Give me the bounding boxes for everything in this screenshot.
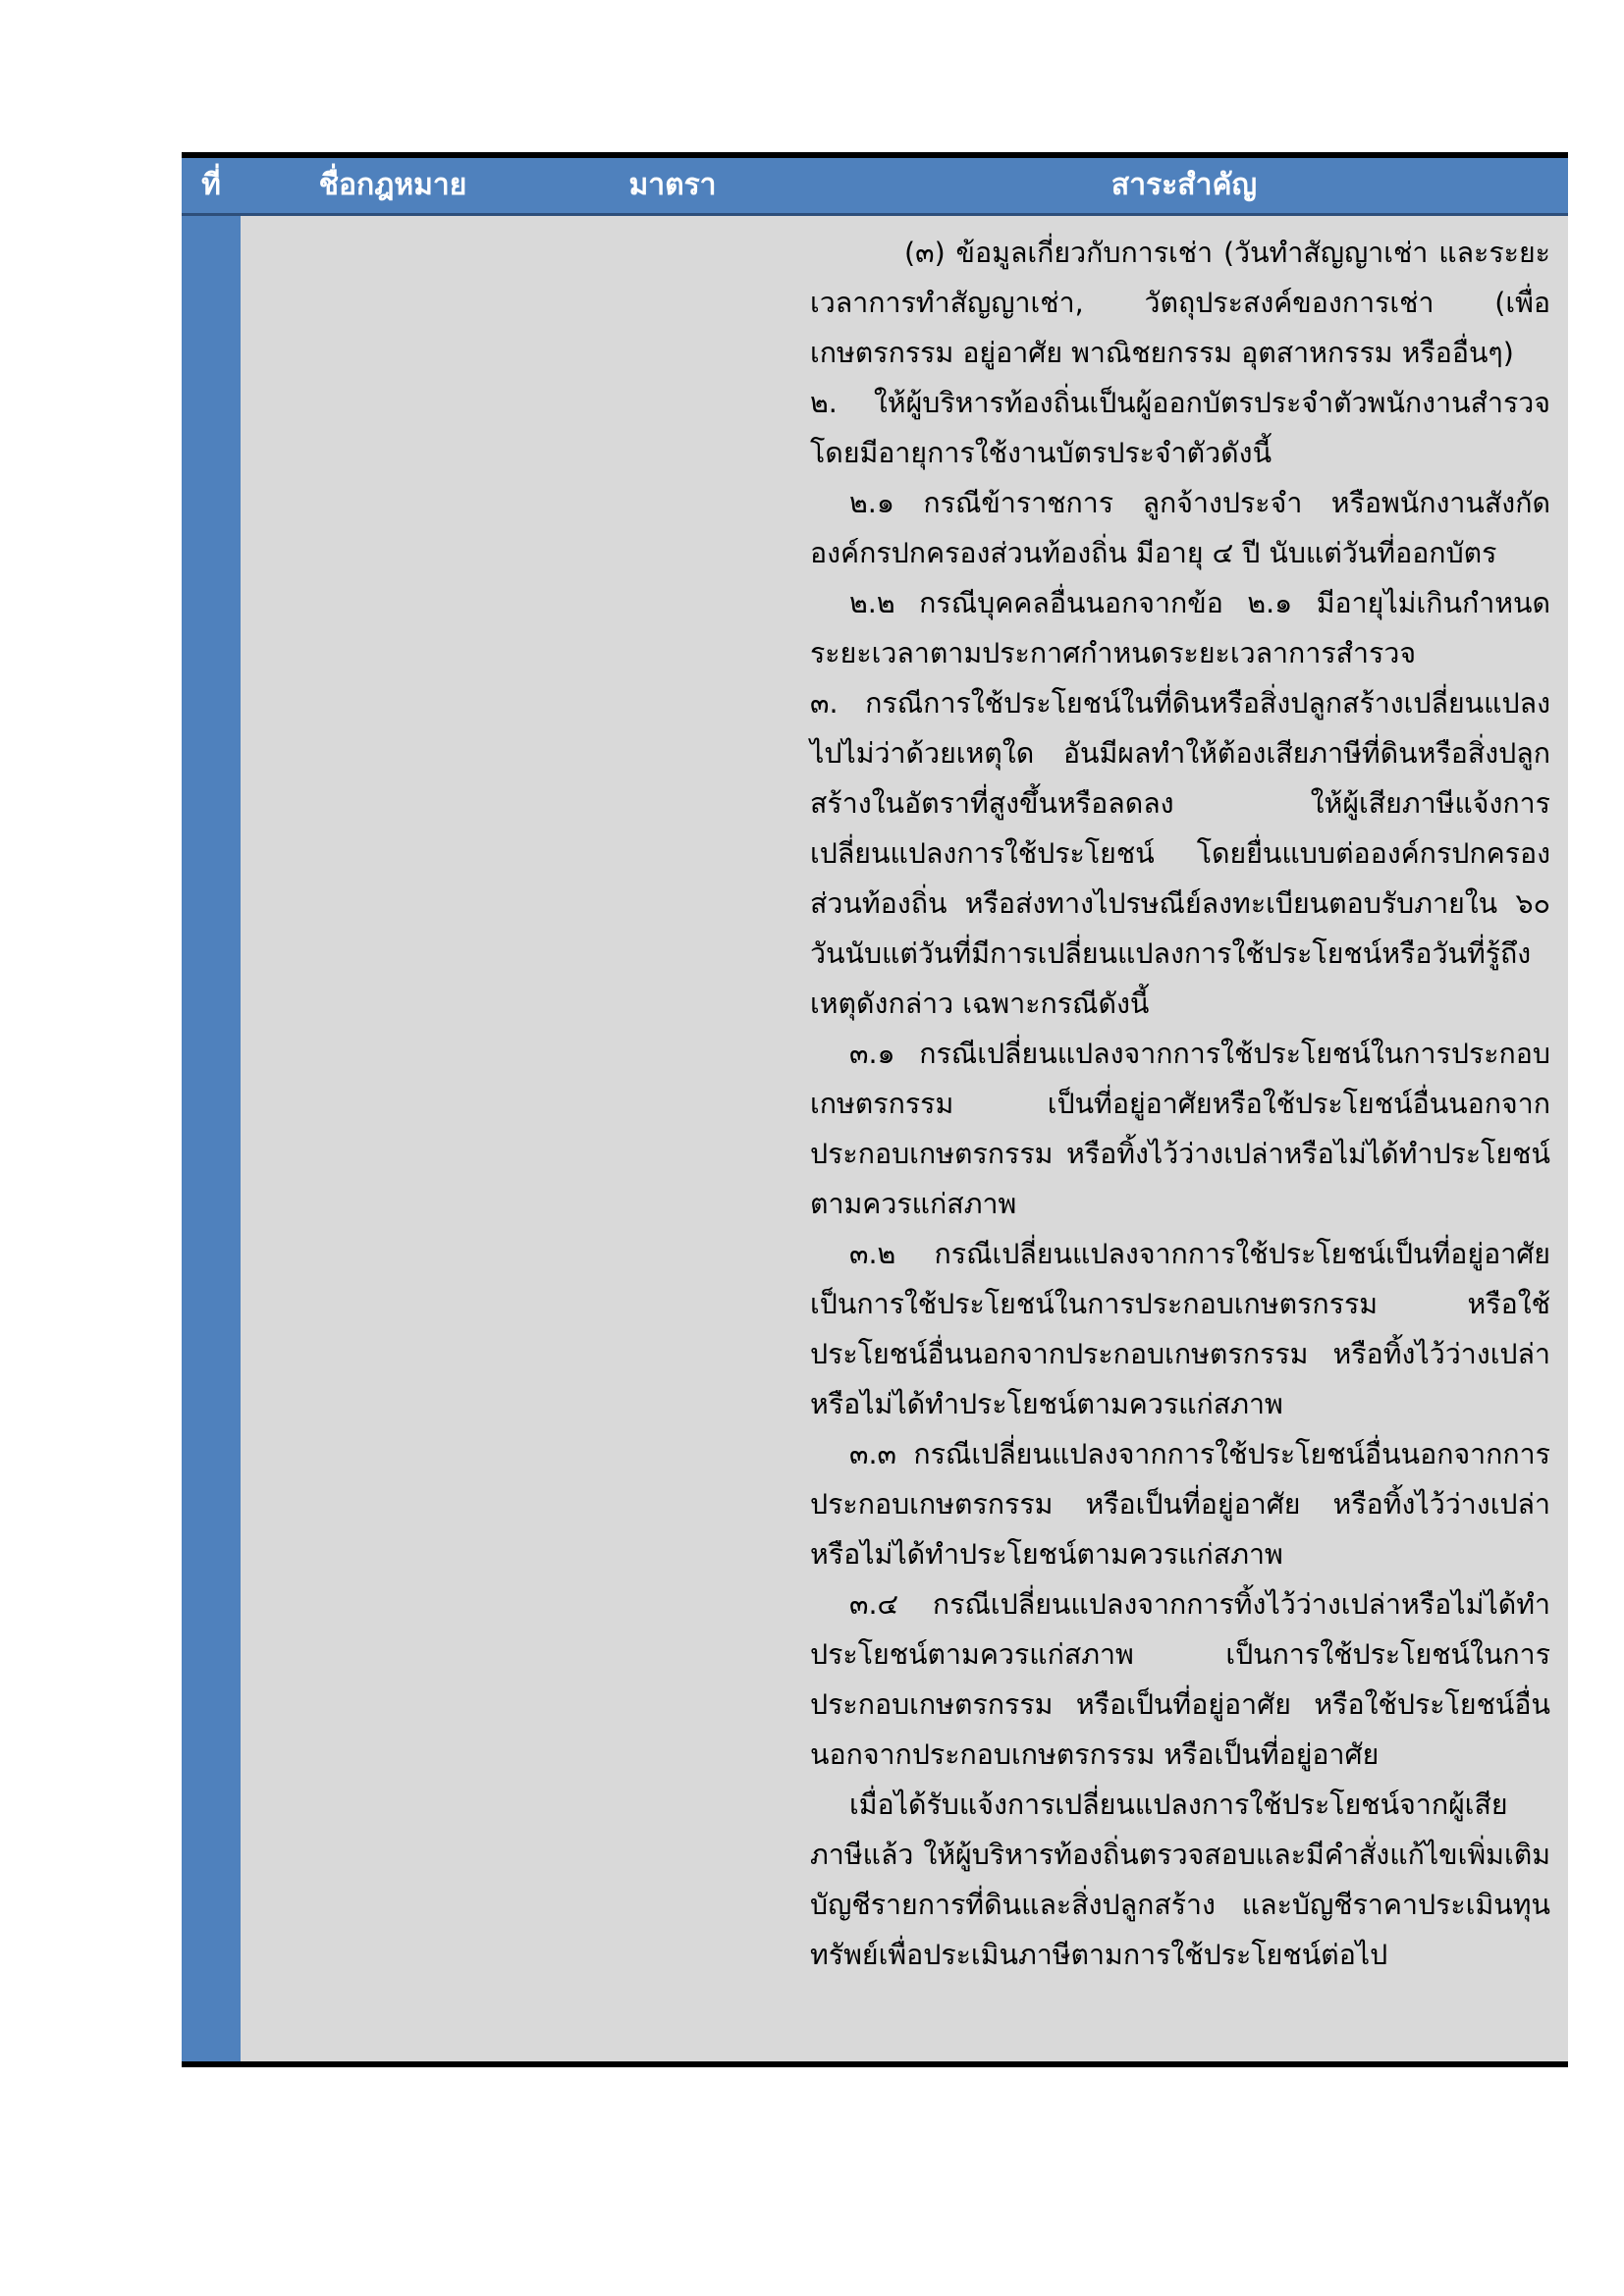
header-law-name: ชื่อกฎหมาย	[318, 168, 467, 202]
cell-law-name	[241, 216, 545, 2061]
summary-paragraph: ๓.๑ กรณีเปลี่ยนแปลงจากการใช้ประโยชน์ในการประกอบเกษตรกรรม เป็นที่อยู่อาศัยหรือใช้ประโยชน์อื่นนอกจากประกอบเกษตรกรรม หรือทิ้งไว้ว่างเปล่าหรือไม่ได้ทำประโยชน์ตามควรแก่สภาพ	[810, 1038, 1550, 1220]
summary-paragraph: ๓.๔ กรณีเปลี่ยนแปลงจากการทิ้งไว้ว่างเปล่าหรือไม่ได้ทำประโยชน์ตามควรแก่สภาพ เป็นการใช้ประโยชน์ในการประกอบเกษตรกรรม หรือเป็นที่อยู่อาศัย หรือใช้ประโยชน์อื่นนอกจากประกอบเกษตรกรรม หรือเป็นที่อยู่อาศัย	[810, 1588, 1550, 1771]
summary-paragraph: เมื่อได้รับแจ้งการเปลี่ยนแปลงการใช้ประโยชน์จากผู้เสียภาษีแล้ว ให้ผู้บริหารท้องถิ่นตรวจสอบและมีคำสั่งแก้ไขเพิ่มเติมบัญชีรายการที่ดินและสิ่งปลูกสร้าง และบัญชีราคาประเมินทุนทรัพย์เพื่อประเมินภาษีตามการใช้ประโยชน์ต่อไป	[810, 1789, 1550, 1971]
table-header	[182, 158, 1568, 216]
cell-no	[182, 216, 241, 2061]
table-row	[182, 216, 1568, 2061]
cell-section	[545, 216, 800, 2061]
summary-paragraph: ๒.๒ กรณีบุคคลอื่นนอกจากข้อ ๒.๑ มีอายุไม่เกินกำหนดระยะเวลาตามประกาศกำหนดระยะเวลาการสำรวจ	[810, 587, 1550, 669]
header-no: ที่	[201, 168, 221, 202]
law-summary-table	[182, 152, 1568, 2067]
cell-summary	[800, 216, 1568, 2061]
summary-paragraph: ๓.๒ กรณีเปลี่ยนแปลงจากการใช้ประโยชน์เป็นที่อยู่อาศัย เป็นการใช้ประโยชน์ในการประกอบเกษตรกรรม หรือใช้ประโยชน์อื่นนอกจากประกอบเกษตรกรรม หรือทิ้งไว้ว่างเปล่าหรือไม่ได้ทำประโยชน์ตามควรแก่สภาพ	[810, 1238, 1550, 1420]
summary-paragraph: ๓. กรณีการใช้ประโยชน์ในที่ดินหรือสิ่งปลูกสร้างเปลี่ยนแปลงไปไม่ว่าด้วยเหตุใด อันมีผลทำให้ต้องเสียภาษีที่ดินหรือสิ่งปลูกสร้างในอัตราที่สูงขึ้นหรือลดลง ให้ผู้เสียภาษีแจ้งการเปลี่ยนแปลงการใช้ประโยชน์ โดยยื่นแบบต่อองค์กรปกครองส่วนท้องถิ่น หรือส่งทางไปรษณีย์ลงทะเบียนตอบรับภายใน ๖๐ วันนับแต่วันที่มีการเปลี่ยนแปลงการใช้ประโยชน์หรือวันที่รู้ถึงเหตุดังกล่าว เฉพาะกรณีดังนี้	[810, 687, 1550, 1020]
summary-paragraph: (๓) ข้อมูลเกี่ยวกับการเช่า (วันทำสัญญาเช่า และระยะเวลาการทำสัญญาเช่า, วัตถุประสงค์ของการเช่า (เพื่อเกษตรกรรม อยู่อาศัย พาณิชยกรรม อุตสาหกรรม หรืออื่นๆ)	[810, 237, 1550, 369]
summary-paragraph: ๒.๑ กรณีข้าราชการ ลูกจ้างประจำ หรือพนักงานสังกัดองค์กรปกครองส่วนท้องถิ่น มีอายุ ๔ ปี นับแต่วันที่ออกบัตร	[810, 487, 1550, 569]
header-section: มาตรา	[628, 168, 717, 202]
summary-paragraph: ๓.๓ กรณีเปลี่ยนแปลงจากการใช้ประโยชน์อื่นนอกจากการประกอบเกษตรกรรม หรือเป็นที่อยู่อาศัย หรือทิ้งไว้ว่างเปล่าหรือไม่ได้ทำประโยชน์ตามควรแก่สภาพ	[810, 1438, 1550, 1571]
header-summary: สาระสำคัญ	[1110, 168, 1258, 202]
summary-paragraph: ๒. ให้ผู้บริหารท้องถิ่นเป็นผู้ออกบัตรประจำตัวพนักงานสำรวจ โดยมีอายุการใช้งานบัตรประจำตัวดังนี้	[810, 387, 1550, 469]
